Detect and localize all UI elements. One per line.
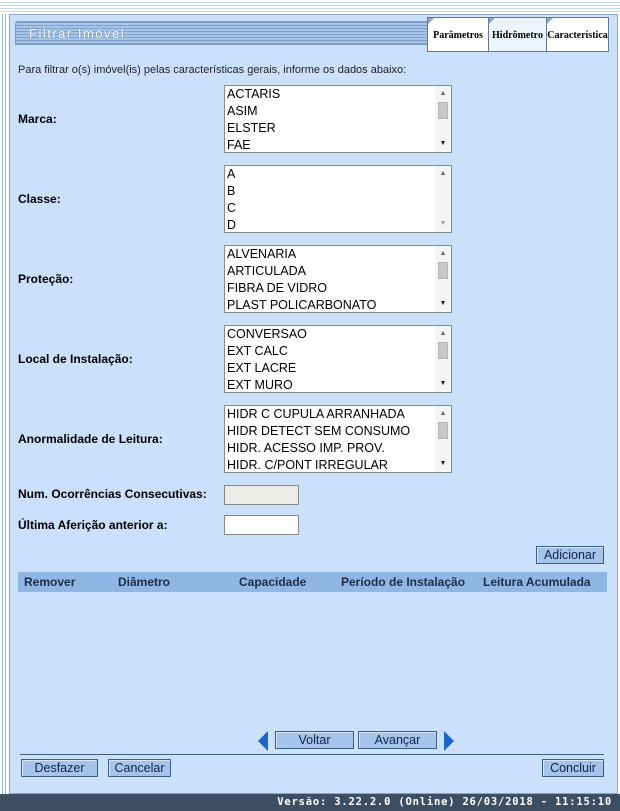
filter-panel xyxy=(9,14,618,794)
local-instalacao-label: Local de Instalação: xyxy=(18,352,133,366)
status-bar xyxy=(0,794,620,811)
scroll-up-icon[interactable]: ▲ xyxy=(439,250,447,257)
left-decoration xyxy=(0,14,8,794)
list-item[interactable]: A xyxy=(227,167,236,181)
panel-title: Filtrar Imóvel xyxy=(29,26,126,41)
column-header-periodo: Período de Instalação xyxy=(341,575,466,589)
anormalidade-label: Anormalidade de Leitura: xyxy=(18,432,163,446)
scroll-thumb[interactable] xyxy=(438,262,448,279)
classe-label: Classe: xyxy=(18,192,61,206)
scroll-up-icon[interactable]: ▲ xyxy=(439,410,447,417)
protecao-listbox[interactable] xyxy=(224,245,452,313)
scroll-down-icon[interactable]: ▼ xyxy=(439,140,447,147)
list-item[interactable]: PLAST POLICARBONATO xyxy=(227,298,377,312)
local-instalacao-listbox[interactable] xyxy=(224,325,452,393)
list-item[interactable]: D xyxy=(227,218,237,232)
afericao-input[interactable] xyxy=(224,515,299,535)
afericao-label: Última Aferição anterior a: xyxy=(18,518,168,532)
marca-scrollbar[interactable] xyxy=(435,86,451,152)
protecao-scrollbar[interactable] xyxy=(435,246,451,312)
footer-divider xyxy=(20,754,604,755)
list-item[interactable]: EXT LACRE xyxy=(227,361,297,375)
scroll-thumb[interactable] xyxy=(438,342,448,359)
list-item[interactable]: HIDR C CUPULA ARRANHADA xyxy=(227,407,405,421)
list-item[interactable]: EXT CALC xyxy=(227,344,288,358)
next-button[interactable]: Avançar xyxy=(358,731,437,749)
scroll-down-icon[interactable]: ▼ xyxy=(439,300,447,307)
finish-button[interactable]: Concluir xyxy=(542,759,604,777)
scroll-down-icon[interactable]: ▼ xyxy=(439,380,447,387)
undo-button[interactable]: Desfazer xyxy=(21,759,98,777)
arrow-right-icon[interactable] xyxy=(444,731,454,751)
back-button[interactable]: Voltar xyxy=(275,731,354,749)
table-header xyxy=(18,572,607,592)
list-item[interactable]: EXT MURO xyxy=(227,378,293,392)
list-item[interactable]: ASIM xyxy=(227,104,258,118)
list-item[interactable]: ALVENARIA xyxy=(227,247,297,261)
ocorrencias-input[interactable] xyxy=(224,485,299,505)
list-item[interactable]: CONVERSAO xyxy=(227,327,307,341)
scroll-up-icon[interactable]: ▲ xyxy=(439,170,447,177)
list-item[interactable]: ARTICULADA xyxy=(227,264,306,278)
marca-listbox[interactable] xyxy=(224,85,452,153)
column-header-leitura: Leitura Acumulada xyxy=(483,575,591,589)
list-item[interactable]: HIDR. C/PONT IRREGULAR xyxy=(227,458,388,472)
scroll-down-icon[interactable]: ▼ xyxy=(439,220,447,227)
list-item[interactable]: ELSTER xyxy=(227,121,276,135)
scroll-thumb[interactable] xyxy=(438,422,448,439)
panel-title-bar xyxy=(15,21,475,45)
ocorrencias-label: Num. Ocorrências Consecutivas: xyxy=(18,487,207,501)
list-item[interactable]: FAE xyxy=(227,138,251,152)
list-item[interactable]: B xyxy=(227,184,236,198)
column-header-diametro: Diâmetro xyxy=(118,575,171,589)
version-text: Versão: 3.22.2.0 (Online) 26/03/2018 - 11:15:10 xyxy=(277,796,612,808)
tab-caracteristica[interactable]: Característica xyxy=(546,17,609,52)
classe-listbox[interactable] xyxy=(224,165,452,233)
scroll-up-icon[interactable]: ▲ xyxy=(439,330,447,337)
scroll-thumb[interactable] xyxy=(438,102,448,119)
top-decoration xyxy=(0,0,620,14)
intro-text: Para filtrar o(s) imóvel(is) pelas características gerais, informe os dados abaixo: xyxy=(18,64,407,76)
anormalidade-listbox[interactable] xyxy=(224,405,452,473)
anormalidade-scrollbar[interactable] xyxy=(435,406,451,472)
classe-scrollbar[interactable] xyxy=(435,166,451,232)
tab-hidrometro[interactable]: Hidrômetro xyxy=(488,17,547,52)
list-item[interactable]: ACTARIS xyxy=(227,87,281,101)
list-item[interactable]: C xyxy=(227,201,237,215)
column-header-remover: Remover xyxy=(24,575,76,589)
local-scrollbar[interactable] xyxy=(435,326,451,392)
cancel-button[interactable]: Cancelar xyxy=(108,759,171,777)
column-header-capacidade: Capacidade xyxy=(239,575,307,589)
list-item[interactable]: HIDR. ACESSO IMP. PROV. xyxy=(227,441,385,455)
scroll-down-icon[interactable]: ▼ xyxy=(439,460,447,467)
add-button[interactable]: Adicionar xyxy=(536,546,604,564)
protecao-label: Proteção: xyxy=(18,272,74,286)
tab-parametros[interactable]: Parâmetros xyxy=(427,17,489,52)
list-item[interactable]: HIDR DETECT SEM CONSUMO xyxy=(227,424,411,438)
list-item[interactable]: FIBRA DE VIDRO xyxy=(227,281,328,295)
scroll-up-icon[interactable]: ▲ xyxy=(439,90,447,97)
marca-label: Marca: xyxy=(18,112,57,126)
arrow-left-icon[interactable] xyxy=(258,731,268,751)
